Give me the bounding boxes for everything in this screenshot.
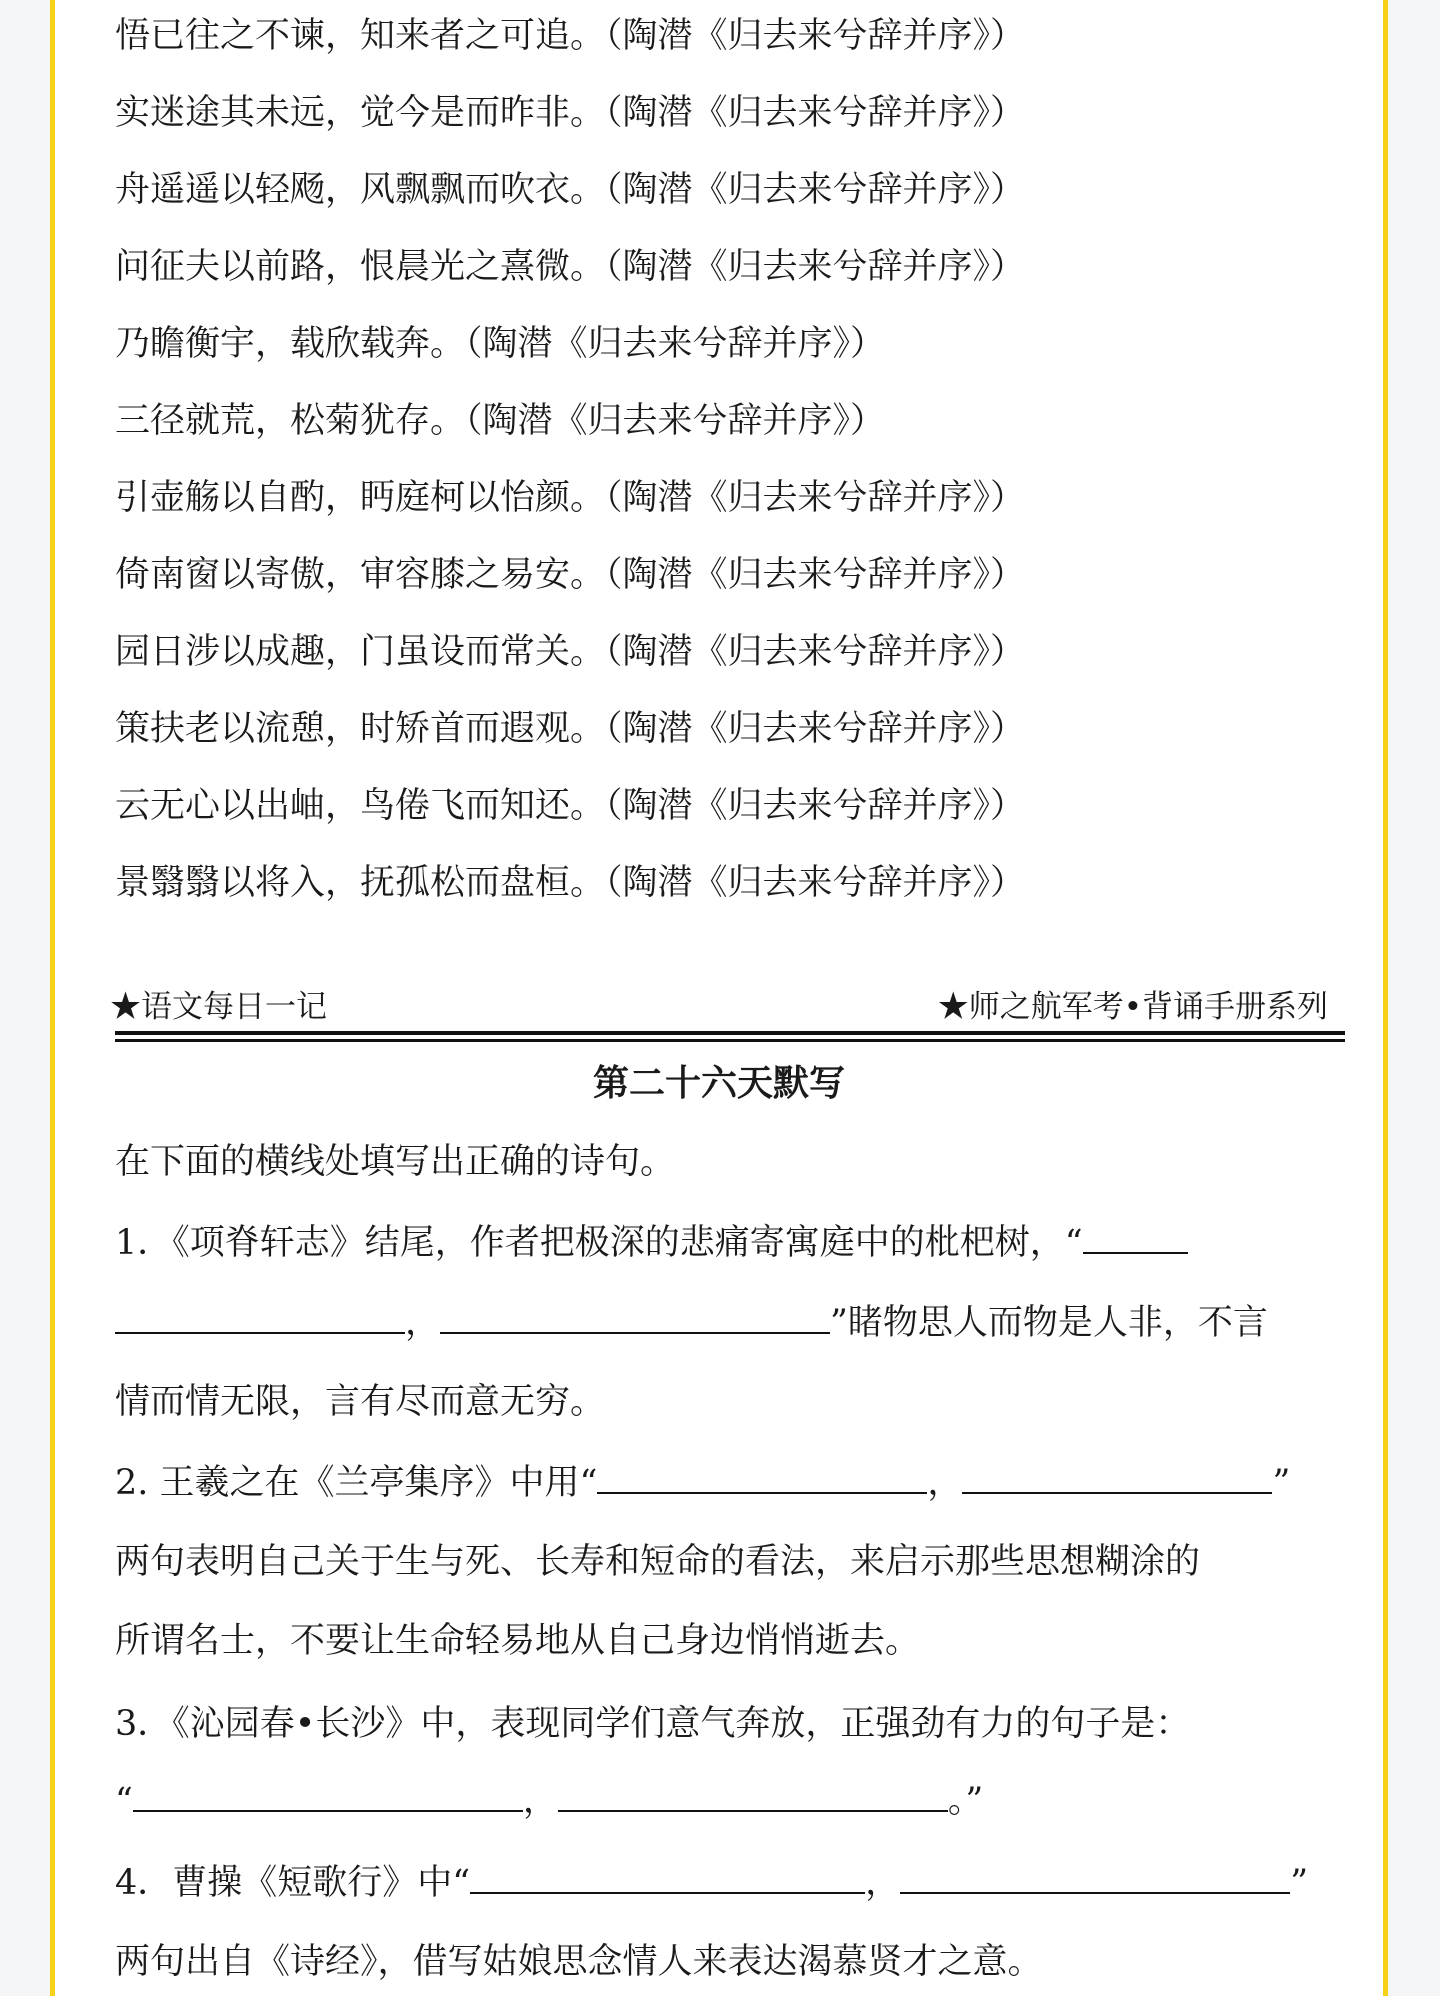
question-1-line3: 情而情无限，言有尽而意无穷。 [115,1382,606,1422]
verse-line: 悟已往之不谏，知来者之可追。（陶潜《归去来兮辞并序》） [115,16,1026,56]
header-left: ★语文每日一记 [110,989,327,1025]
answer-blank[interactable] [1083,1222,1188,1254]
header-right: ★师之航军考•背诵手册系列 [937,989,1328,1025]
question-text: ， [865,1863,901,1903]
question-text: 。” [947,1781,984,1821]
document-page [50,0,1388,1996]
verse-line: 景翳翳以将入，抚孤松而盘桓。（陶潜《归去来兮辞并序》） [115,863,1026,903]
verse-line: 园日涉以成趣，门虽设而常关。（陶潜《归去来兮辞并序》） [115,632,1026,672]
question-text: ， [405,1303,441,1343]
verse-line: 引壶觞以自酌，眄庭柯以怡颜。（陶潜《归去来兮辞并序》） [115,478,1026,518]
instruction: 在下面的横线处填写出正确的诗句。 [115,1142,676,1182]
verse-line: 云无心以出岫，鸟倦飞而知还。（陶潜《归去来兮辞并序》） [115,786,1026,826]
question-text: 1．《项脊轩志》结尾，作者把极深的悲痛寄寓庭中的枇杷树，“ [115,1223,1083,1263]
answer-blank[interactable] [133,1780,523,1812]
question-text: ， [927,1463,963,1503]
answer-blank[interactable] [440,1302,830,1334]
answer-blank[interactable] [115,1302,405,1334]
question-text: ” [1272,1463,1291,1503]
question-4 [115,1862,1308,1903]
question-text: ”睹物思人而物是人非，不言 [830,1303,1268,1343]
answer-blank[interactable] [470,1862,865,1894]
question-text: ， [522,1781,558,1821]
answer-blank[interactable] [962,1462,1272,1494]
question-text: 4．曹操《短歌行》中“ [115,1863,471,1903]
question-text: “ [115,1781,133,1821]
question-1 [115,1222,1188,1263]
question-2 [115,1462,1290,1503]
question-2-line3: 所谓名士，不要让生命轻易地从自己身边悄悄逝去。 [115,1621,921,1661]
answer-blank[interactable] [597,1462,927,1494]
verse-line: 乃瞻衡宇，载欣载奔。（陶潜《归去来兮辞并序》） [115,324,886,364]
verse-line: 三径就荒，松菊犹存。（陶潜《归去来兮辞并序》） [115,401,886,441]
verse-line: 倚南窗以寄傲，审容膝之易安。（陶潜《归去来兮辞并序》） [115,555,1026,595]
verse-line: 实迷途其未远，觉今是而昨非。（陶潜《归去来兮辞并序》） [115,93,1026,133]
header-rule [115,1031,1345,1035]
header-rule [115,1039,1345,1042]
question-text: ” [1290,1863,1309,1903]
question-1-line2 [115,1302,1268,1343]
question-3-line2 [115,1780,983,1821]
page-title: 第二十六天默写 [592,1062,845,1104]
answer-blank[interactable] [558,1780,948,1812]
verse-line: 问征夫以前路，恨晨光之熹微。（陶潜《归去来兮辞并序》） [115,247,1026,287]
verse-line: 策扶老以流憩，时矫首而遐观。（陶潜《归去来兮辞并序》） [115,709,1026,749]
verse-line: 舟遥遥以轻飏，风飘飘而吹衣。（陶潜《归去来兮辞并序》） [115,170,1026,210]
question-4-line2: 两句出自《诗经》，借写姑娘思念情人来表达渴慕贤才之意。 [115,1942,1043,1982]
answer-blank[interactable] [900,1862,1290,1894]
question-text: 2. 王羲之在《兰亭集序》中用“ [115,1463,598,1503]
question-3: 3．《沁园春•长沙》中，表现同学们意气奔放，正强劲有力的句子是： [115,1704,1191,1744]
question-2-line2: 两句表明自己关于生与死、长寿和短命的看法，来启示那些思想糊涂的 [115,1542,1201,1582]
